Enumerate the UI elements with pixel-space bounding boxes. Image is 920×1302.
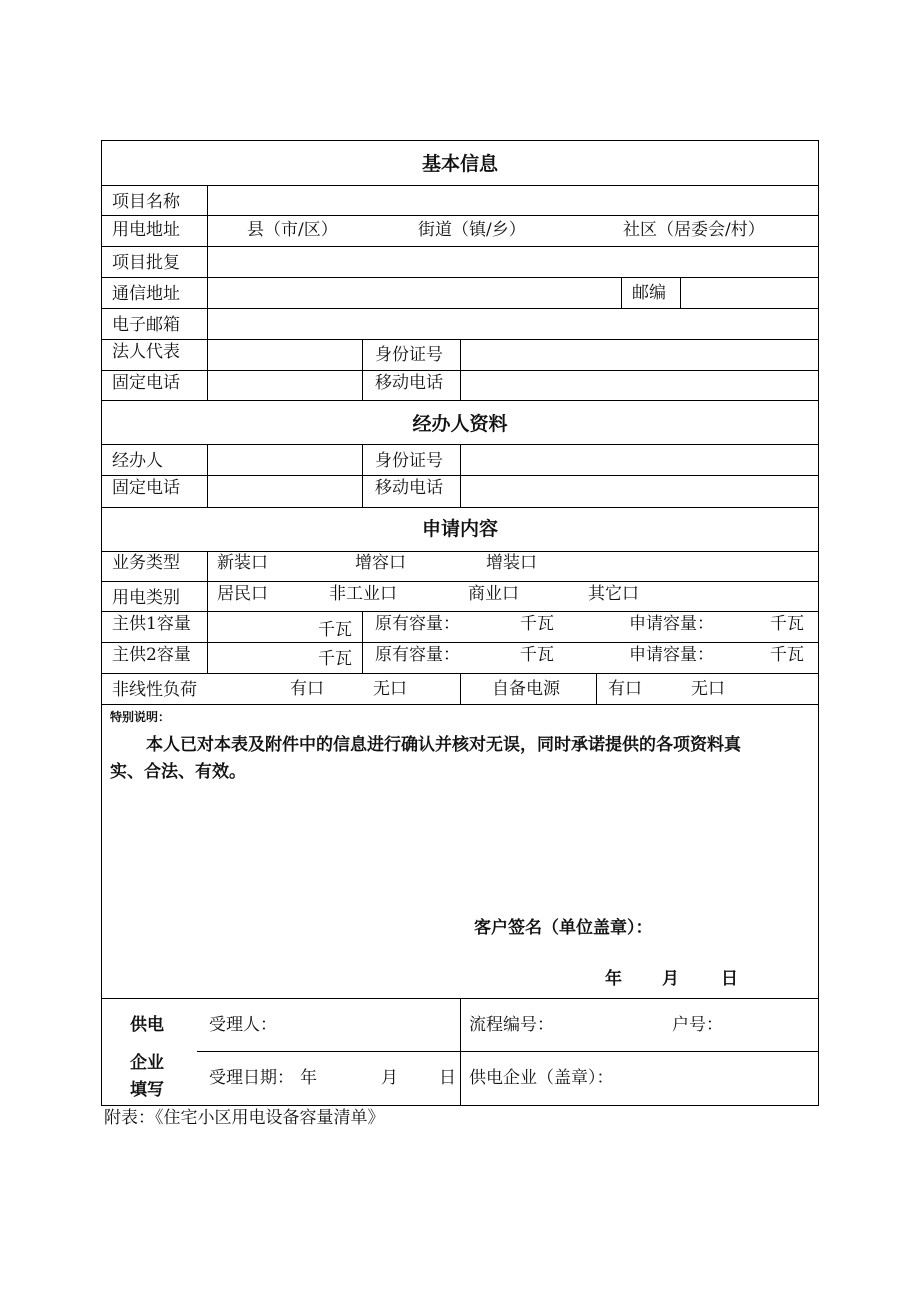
usage-type-option-nonindustrial[interactable]: 非工业口 bbox=[329, 584, 397, 604]
usage-type-label: 用电类别 bbox=[112, 588, 180, 608]
business-type-option-add[interactable]: 增装口 bbox=[486, 553, 537, 573]
nonlinear-load-label: 非线性负荷 bbox=[112, 680, 197, 700]
col-divider bbox=[362, 444, 363, 507]
col-divider bbox=[621, 277, 622, 308]
row-divider bbox=[102, 704, 818, 705]
section-title-basic: 基本信息 bbox=[421, 153, 498, 175]
col-divider bbox=[207, 611, 208, 673]
agent-mobile-label: 移动电话 bbox=[375, 478, 443, 498]
backup-yes-option[interactable]: 有口 bbox=[608, 679, 642, 699]
attachment-note: 附表：《住宅小区用电设备容量清单》 bbox=[104, 1108, 385, 1128]
row-divider bbox=[102, 277, 818, 278]
business-type-option-increase[interactable]: 增容口 bbox=[355, 553, 406, 573]
address-label: 用电地址 bbox=[112, 220, 180, 240]
agent-phone-label: 固定电话 bbox=[112, 478, 180, 498]
usage-type-option-resident[interactable]: 居民口 bbox=[217, 584, 268, 604]
supplier-label-line-2: 企业 bbox=[130, 1053, 164, 1073]
main2-capacity-label: 主供2容量 bbox=[112, 645, 191, 665]
email-field[interactable] bbox=[209, 310, 817, 338]
agent-id-field[interactable] bbox=[462, 446, 817, 474]
col-divider bbox=[362, 339, 363, 400]
col-divider bbox=[460, 998, 461, 1105]
col-divider bbox=[680, 277, 681, 308]
col-divider bbox=[460, 673, 461, 704]
row-divider bbox=[102, 246, 818, 247]
backup-power-label: 自备电源 bbox=[492, 679, 560, 699]
company-seal-label: 供电企业（盖章）： bbox=[469, 1068, 614, 1088]
mobile-label: 移动电话 bbox=[375, 373, 443, 393]
declaration-title: 特别说明： bbox=[110, 710, 171, 724]
col-divider bbox=[207, 339, 208, 400]
main2-requested-label: 申请容量： bbox=[629, 645, 714, 665]
agent-mobile-field[interactable] bbox=[462, 477, 817, 506]
main1-capacity-label: 主供1容量 bbox=[112, 614, 191, 634]
row-divider bbox=[102, 507, 818, 508]
project-name-label: 项目名称 bbox=[112, 192, 180, 212]
col-divider bbox=[207, 444, 208, 507]
sign-day: 日 bbox=[721, 969, 738, 989]
nonlinear-yes-option[interactable]: 有口 bbox=[290, 679, 324, 699]
customer-signature-label: 客户签名（单位盖章）： bbox=[474, 918, 653, 938]
section-title-agent: 经办人资料 bbox=[412, 413, 508, 435]
account-number-label: 户号： bbox=[672, 1015, 723, 1035]
row-divider bbox=[102, 642, 818, 643]
mail-address-label: 通信地址 bbox=[112, 284, 180, 304]
agent-label: 经办人 bbox=[112, 451, 163, 471]
col-divider bbox=[207, 551, 208, 611]
col-divider bbox=[362, 611, 363, 673]
mail-address-field[interactable] bbox=[209, 279, 619, 307]
legal-rep-field[interactable] bbox=[209, 341, 361, 369]
accept-year: 年 bbox=[300, 1068, 317, 1088]
row-divider bbox=[102, 400, 818, 401]
legal-rep-id-label: 身份证号 bbox=[375, 345, 443, 365]
accept-date-label: 受理日期： bbox=[209, 1068, 294, 1088]
sign-month: 月 bbox=[662, 969, 679, 989]
main1-original-label: 原有容量： bbox=[375, 614, 460, 634]
main2-original-label: 原有容量： bbox=[375, 645, 460, 665]
receiver-label: 受理人： bbox=[209, 1015, 277, 1035]
row-divider bbox=[102, 215, 818, 216]
main2-requested-unit: 千瓦 bbox=[770, 645, 804, 665]
usage-type-option-other[interactable]: 其它口 bbox=[588, 584, 639, 604]
address-community: 社区（居委会/村） bbox=[623, 220, 765, 240]
address-street: 街道（镇/乡） bbox=[418, 220, 526, 240]
row-divider bbox=[102, 308, 818, 309]
email-label: 电子邮箱 bbox=[112, 315, 180, 335]
backup-no-option[interactable]: 无口 bbox=[691, 679, 725, 699]
phone-label: 固定电话 bbox=[112, 373, 180, 393]
accept-day: 日 bbox=[439, 1068, 456, 1088]
row-divider bbox=[102, 185, 818, 186]
application-form-table bbox=[101, 140, 819, 1106]
supplier-label-line-3: 填写 bbox=[130, 1080, 164, 1100]
main2-original-unit: 千瓦 bbox=[520, 645, 554, 665]
approval-field[interactable] bbox=[209, 248, 817, 276]
declaration-line-2: 实、合法、有效。 bbox=[110, 762, 246, 782]
agent-field[interactable] bbox=[209, 446, 361, 474]
process-number-label: 流程编号： bbox=[469, 1015, 554, 1035]
row-divider bbox=[197, 1051, 818, 1052]
main1-original-unit: 千瓦 bbox=[520, 614, 554, 634]
legal-rep-label: 法人代表 bbox=[112, 342, 180, 362]
agent-id-label: 身份证号 bbox=[375, 451, 443, 471]
postcode-field[interactable] bbox=[682, 279, 817, 307]
main2-unit: 千瓦 bbox=[318, 649, 352, 669]
business-type-label: 业务类型 bbox=[112, 553, 180, 573]
sign-year: 年 bbox=[605, 969, 622, 989]
row-divider bbox=[102, 581, 818, 582]
agent-phone-field[interactable] bbox=[209, 477, 361, 506]
main1-unit: 千瓦 bbox=[318, 620, 352, 640]
row-divider bbox=[102, 611, 818, 612]
row-divider bbox=[102, 551, 818, 552]
approval-label: 项目批复 bbox=[112, 253, 180, 273]
section-title-apply: 申请内容 bbox=[421, 518, 498, 540]
main1-requested-unit: 千瓦 bbox=[770, 614, 804, 634]
declaration-line-1: 本人已对本表及附件中的信息进行确认并核对无误，同时承诺提供的各项资料真 bbox=[146, 735, 741, 755]
project-name-field[interactable] bbox=[209, 187, 817, 214]
legal-rep-id-field[interactable] bbox=[462, 341, 817, 369]
col-divider bbox=[460, 444, 461, 507]
nonlinear-no-option[interactable]: 无口 bbox=[373, 679, 407, 699]
main1-requested-label: 申请容量： bbox=[629, 614, 714, 634]
col-divider bbox=[207, 185, 208, 339]
mobile-field[interactable] bbox=[462, 372, 817, 399]
phone-field[interactable] bbox=[209, 372, 361, 399]
supplier-label-line-1: 供电 bbox=[130, 1015, 164, 1035]
col-divider bbox=[596, 673, 597, 704]
col-divider bbox=[460, 339, 461, 400]
accept-month: 月 bbox=[381, 1068, 398, 1088]
postcode-label: 邮编 bbox=[632, 283, 666, 303]
usage-type-option-commercial[interactable]: 商业口 bbox=[468, 584, 519, 604]
address-county: 县（市/区） bbox=[247, 220, 338, 240]
business-type-option-new[interactable]: 新装口 bbox=[217, 553, 268, 573]
